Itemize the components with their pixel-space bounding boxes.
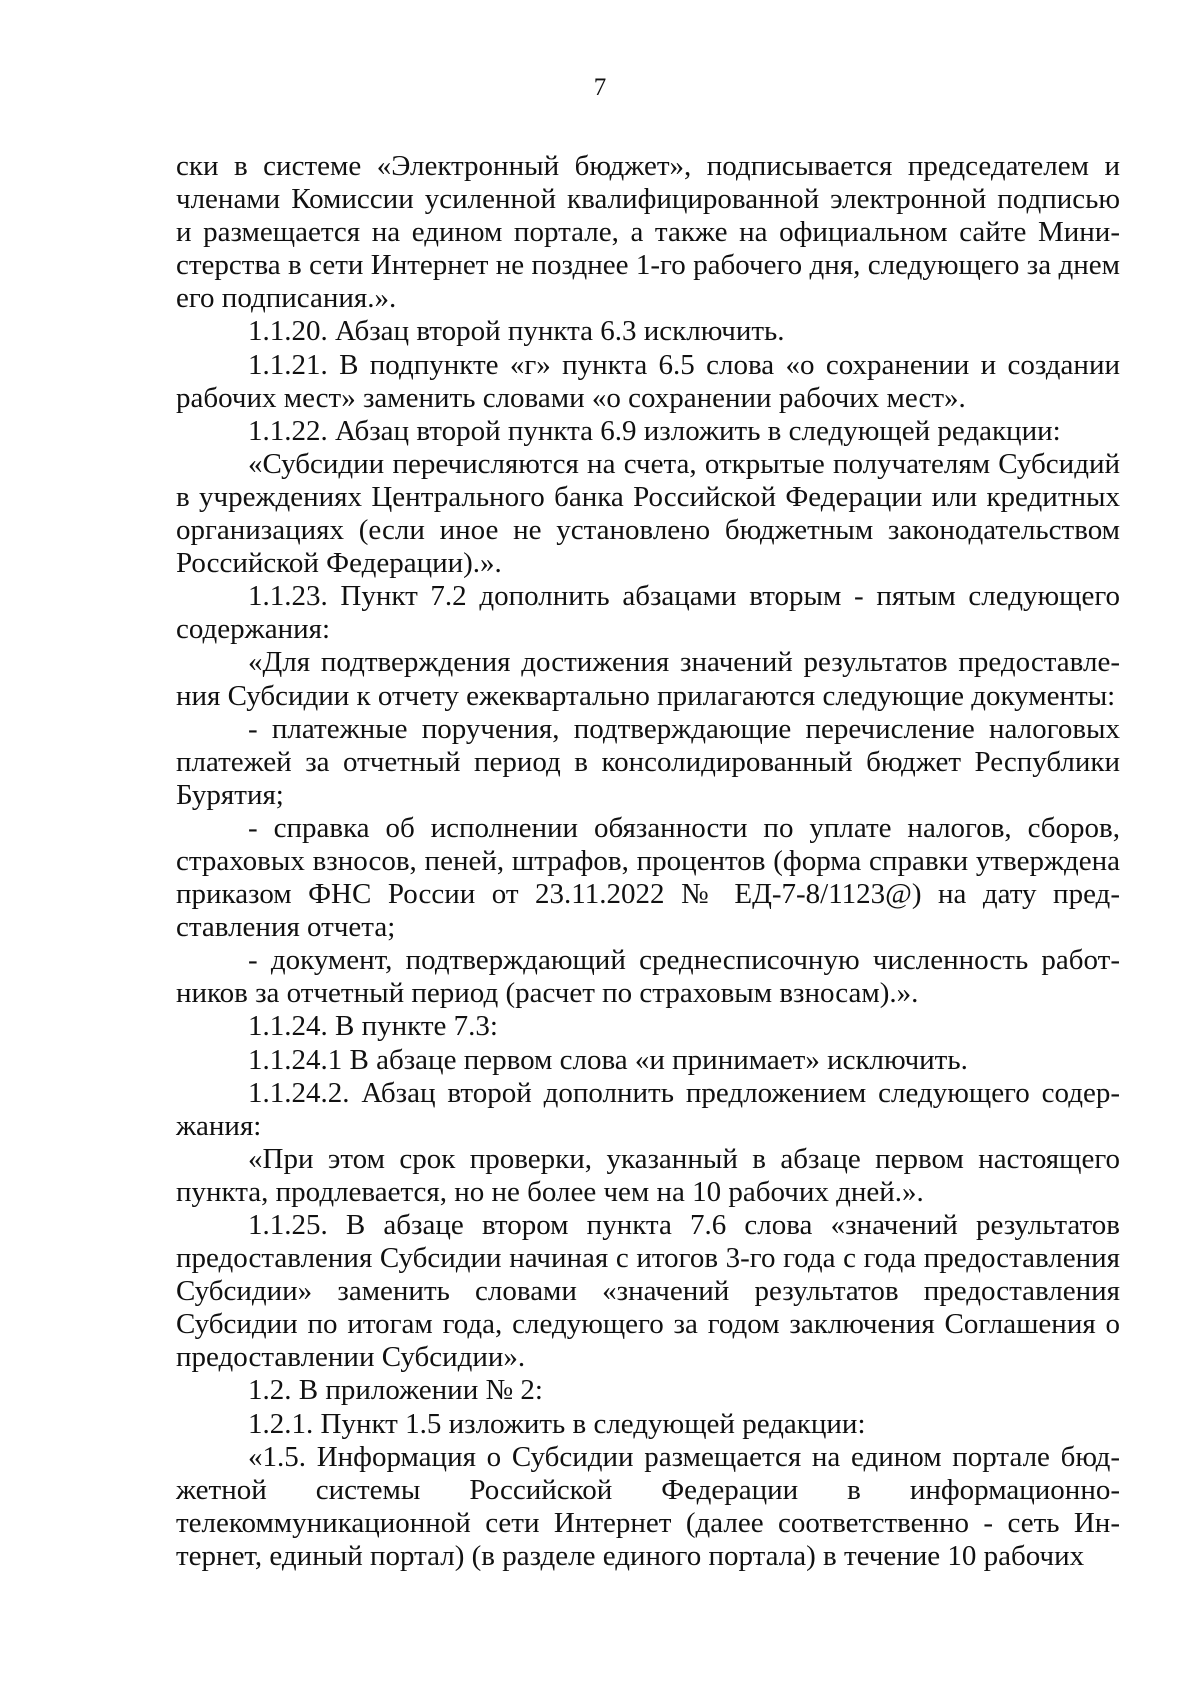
paragraph-1-1-25: 1.1.25. В абзаце втором пункта 7.6 слова «значений результатов предоставления Субсидии начиная с итогов 3-го года с года предоставления Субсидии» заменить словами «значений результатов предоставления Субсидии по итогам года, следующего за годом заключения Соглашения о предоставлении Субсидии». xyxy=(176,1209,1120,1374)
document-body xyxy=(176,150,1120,1573)
paragraph-1-5-quote: «1.5. Информация о Субсидии размещается на едином портале бюджетной системы Российской Федерации в информационно-телекоммуникационной сети Интернет (далее соответственно - сеть Интернет, единый портал) (в разделе единого портала) в течение 10 рабочих xyxy=(176,1440,1120,1572)
paragraph-1-1-20: 1.1.20. Абзац второй пункта 6.3 исключить. xyxy=(248,315,785,348)
list-item-payment-orders: - платежные поручения, подтверждающие перечисление налоговых платежей за отчетный период в консолидированный бюджет Республики Бурятия; xyxy=(176,712,1120,811)
page-number: 7 xyxy=(593,74,607,101)
paragraph-verification-quote: «При этом срок проверки, указанный в абзаце первом настоящего пункта, продлевается, но не более чем на 10 рабочих дней.». xyxy=(176,1142,1120,1208)
paragraph-continuation: ски в системе «Электронный бюджет», подписывается председателем и членами Комиссии усиленной квалифицированной электронной подписью и размещается на едином портале, а также на официальном сайте Министерства в сети Интернет не позднее 1-го рабочего дня, следующего за днем его подписания.». xyxy=(176,150,1120,315)
paragraph-1-1-22: 1.1.22. Абзац второй пункта 6.9 изложить в следующей редакции: xyxy=(248,414,1061,447)
list-item-tax-certificate: - справка об исполнении обязанности по уплате налогов, сборов, страховых взносов, пеней, штрафов, процентов (форма справки утверждена приказом ФНС России от 23.11.2022 № ЕД-7-8/1123@) на дату представления отчета; xyxy=(176,811,1120,944)
paragraph-1-1-21: 1.1.21. В подпункте «г» пункта 6.5 слова «о сохранении и создании рабочих мест» заменить словами «о сохранении рабочих мест». xyxy=(176,348,1120,414)
paragraph-1-1-23: 1.1.23. Пункт 7.2 дополнить абзацами вторым - пятым следующего содержания: xyxy=(176,580,1120,646)
paragraph-1-2: 1.2. В приложении № 2: xyxy=(248,1374,543,1407)
paragraph-1-1-24-2: 1.1.24.2. Абзац второй дополнить предложением следующего содержания: xyxy=(176,1076,1120,1142)
paragraph-1-1-24-1: 1.1.24.1 В абзаце первом слова «и принимает» исключить. xyxy=(248,1043,968,1076)
list-item-headcount-document: - документ, подтверждающий среднесписочную численность работников за отчетный период (расчет по страховым взносам).». xyxy=(176,944,1120,1010)
paragraph-subsidies-quote: «Субсидии перечисляются на счета, открытые получателям Субсидий в учреждениях Центрального банка Российской Федерации или кредитных организациях (если иное не установлено бюджетным законодательством Российской Федерации).». xyxy=(176,447,1120,580)
paragraph-confirmation-quote: «Для подтверждения достижения значений результатов предоставления Субсидии к отчету ежеквартально прилагаются следующие документы: xyxy=(176,646,1120,712)
paragraph-1-2-1: 1.2.1. Пункт 1.5 изложить в следующей редакции: xyxy=(248,1407,866,1440)
paragraph-1-1-24: 1.1.24. В пункте 7.3: xyxy=(248,1010,498,1043)
